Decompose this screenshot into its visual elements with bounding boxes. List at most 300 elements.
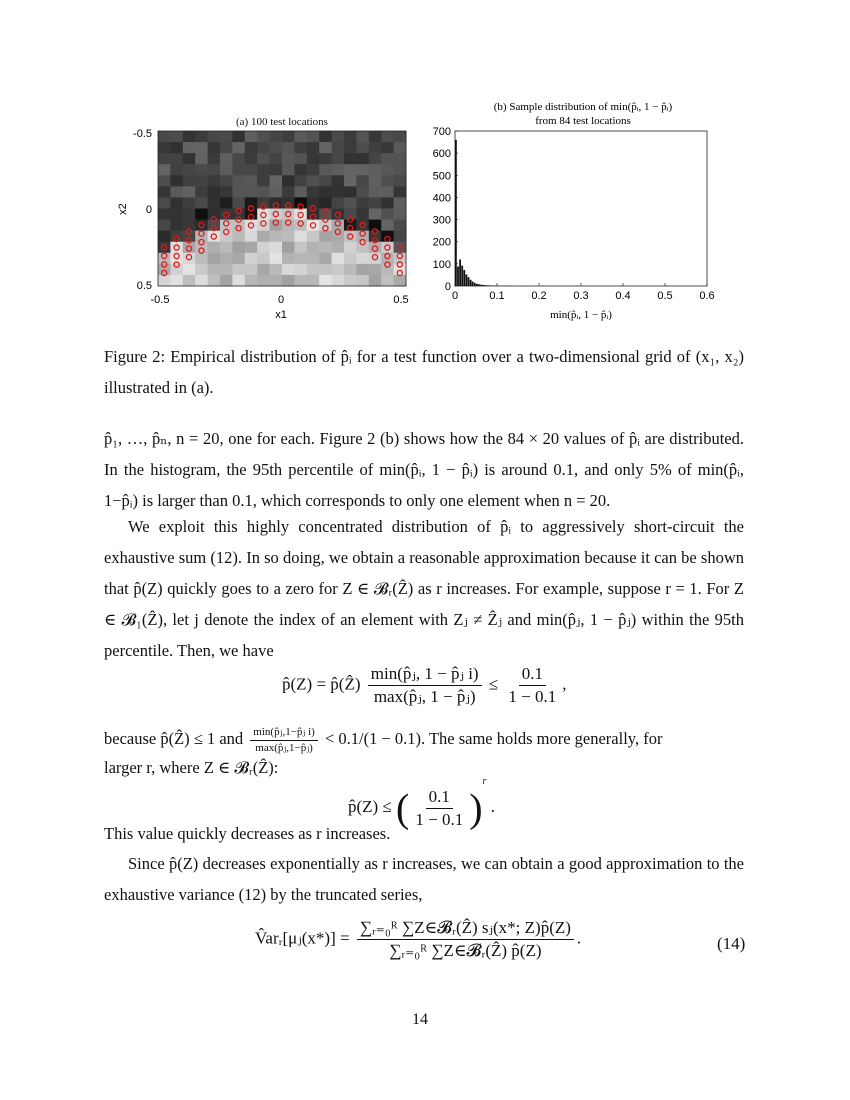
eq3-fraction <box>357 918 574 961</box>
heatmap-cell <box>195 253 208 265</box>
eq2-numerator: 0.1 <box>426 787 453 809</box>
histogram-bar <box>472 282 474 286</box>
heatmap-cell <box>220 253 233 265</box>
heatmap-cell <box>232 164 245 176</box>
heatmap-cell <box>394 209 407 221</box>
heatmap-cell <box>183 275 196 287</box>
paragraph-3-line-2: larger r, where Z ∈ 𝓑ᵣ(Ẑ): <box>104 758 279 777</box>
heatmap-cell <box>220 186 233 198</box>
heatmap-cell <box>170 197 183 209</box>
heatmap-cell <box>344 253 357 265</box>
p3-inline-fraction <box>250 726 318 755</box>
heatmap-cell <box>294 264 307 276</box>
heatmap-cell <box>232 264 245 276</box>
heatmap-cell <box>220 142 233 154</box>
heatmap-cell <box>195 164 208 176</box>
heatmap-cell <box>294 231 307 243</box>
heatmap-cell <box>344 153 357 165</box>
heatmap-cell <box>183 231 196 243</box>
heatmap-cell <box>195 175 208 187</box>
heatmap-cell <box>270 153 283 165</box>
heatmap-cell <box>332 264 345 276</box>
heatmap-cell <box>294 253 307 265</box>
heatmap-cell <box>270 242 283 254</box>
heatmap-cell <box>356 186 369 198</box>
heatmap-cell <box>232 253 245 265</box>
histogram-bar <box>474 283 476 286</box>
panel-a-xtick-2: 0 <box>277 294 285 306</box>
eq2-exponent: r <box>482 776 487 787</box>
heatmap-cell <box>307 275 320 287</box>
heatmap-cell <box>381 131 394 143</box>
heatmap-cell <box>394 231 407 243</box>
heatmap-cell <box>332 253 345 265</box>
heatmap-cell <box>344 142 357 154</box>
heatmap-cell <box>369 197 382 209</box>
heatmap-cell <box>356 153 369 165</box>
x-tick-label: 0.6 <box>699 290 715 302</box>
heatmap-cell <box>270 142 283 154</box>
heatmap-cell <box>257 131 270 143</box>
heatmap-cell <box>369 231 382 243</box>
y-tick-label: 0 <box>444 281 451 293</box>
x-tick-label: 0.1 <box>489 290 505 302</box>
heatmap-cell <box>158 153 171 165</box>
heatmap-cell <box>158 186 171 198</box>
heatmap-cell <box>356 264 369 276</box>
heatmap-cell <box>232 131 245 143</box>
heatmap-cell <box>307 153 320 165</box>
heatmap-cell <box>381 186 394 198</box>
heatmap-cell <box>282 231 295 243</box>
panel-a-ytick-1: -0.5 <box>133 128 152 140</box>
heatmap-cell <box>220 197 233 209</box>
p3-inline-num: min(p̂ⱼ,1−p̂ⱼ i) <box>250 726 318 741</box>
heatmap-cell <box>356 220 369 232</box>
heatmap-cell <box>170 275 183 287</box>
histogram-bar <box>487 285 489 286</box>
x-tick-label: 0.3 <box>573 290 589 302</box>
heatmap-cell <box>381 197 394 209</box>
p3-inline-den: max(p̂ⱼ,1−p̂ⱼ) <box>255 741 313 754</box>
eq1-relation: ≤ <box>488 674 499 694</box>
heatmap-cell <box>369 186 382 198</box>
y-tick-label: 500 <box>432 170 451 183</box>
paragraph-5: Since p̂(Z) decreases exponentially as r increases, we can obtain a good approximation to the exhaustive variance (12) by the truncated series, <box>104 854 744 904</box>
heatmap-cell <box>356 197 369 209</box>
heatmap-cell <box>270 186 283 198</box>
heatmap-cell <box>170 142 183 154</box>
heatmap-cell <box>332 175 345 187</box>
heatmap-cell <box>356 242 369 254</box>
heatmap-cell <box>195 264 208 276</box>
heatmap-cell <box>394 242 407 254</box>
heatmap-cell <box>183 131 196 143</box>
heatmap-cell <box>394 175 407 187</box>
heatmap-cell <box>282 242 295 254</box>
equation-2: p̂(Z) ≤ ( $\frac{0.1}{1 - 0.1}$ )$^r$ . <box>348 776 495 831</box>
heatmap-cell <box>319 131 332 143</box>
heatmap-cell <box>344 175 357 187</box>
heatmap-cell <box>208 186 221 198</box>
heatmap-cell <box>319 142 332 154</box>
heatmap-cell <box>208 275 221 287</box>
heatmap-cell <box>369 175 382 187</box>
panel-b-title-1: (b) Sample distribution of min(p̂ᵢ, 1 − p̂ᵢ) <box>493 101 673 113</box>
histogram-bar <box>463 270 465 286</box>
heatmap-cell <box>394 186 407 198</box>
heatmap-cell <box>394 220 407 232</box>
y-tick-label: 300 <box>432 214 451 227</box>
heatmap-cell <box>319 231 332 243</box>
heatmap-cell <box>245 231 258 243</box>
x-tick-label: 0 <box>451 290 459 302</box>
heatmap-cell <box>356 275 369 287</box>
heatmap-cell <box>245 142 258 154</box>
heatmap-cells <box>158 131 407 287</box>
heatmap-cell <box>294 186 307 198</box>
heatmap-cell <box>195 153 208 165</box>
heatmap-cell <box>294 131 307 143</box>
heatmap-cell <box>183 142 196 154</box>
heatmap-cell <box>257 153 270 165</box>
heatmap-cell <box>319 275 332 287</box>
heatmap-cell <box>220 175 233 187</box>
heatmap-cell <box>245 264 258 276</box>
heatmap-cell <box>170 175 183 187</box>
heatmap-cell <box>257 164 270 176</box>
heatmap-cell <box>319 253 332 265</box>
heatmap-cell <box>307 131 320 143</box>
heatmap-cell <box>220 209 233 221</box>
x-tick-label: 0.5 <box>657 290 673 302</box>
heatmap-cell <box>394 164 407 176</box>
heatmap-cell <box>319 186 332 198</box>
heatmap-cell <box>394 142 407 154</box>
panel-a-xlabel: x1 <box>275 309 287 321</box>
heatmap-cell <box>220 231 233 243</box>
eq1-denominator: max(p̂ⱼ, 1 − p̂ⱼ) <box>373 687 476 706</box>
heatmap-cell <box>294 153 307 165</box>
heatmap-cell <box>294 242 307 254</box>
paragraph-3 <box>104 723 744 755</box>
heatmap-cell <box>381 242 394 254</box>
heatmap-cell <box>332 275 345 287</box>
heatmap-cell <box>369 153 382 165</box>
heatmap-cell <box>307 253 320 265</box>
heatmap-cell <box>208 253 221 265</box>
heatmap-cell <box>170 186 183 198</box>
heatmap-cell <box>270 253 283 265</box>
histogram-bar <box>480 285 482 286</box>
heatmap-cell <box>282 164 295 176</box>
heatmap-cell <box>369 275 382 287</box>
heatmap-cell <box>381 209 394 221</box>
heatmap-cell <box>208 209 221 221</box>
eq3-numerator: ∑ᵣ₌₀ᴿ ∑Z∈𝓑ᵣ(Ẑ) sⱼ(x*; Z)p̂(Z) <box>357 918 574 940</box>
eq2-lhs: p̂(Z) ≤ <box>348 797 392 816</box>
heatmap-cell <box>307 164 320 176</box>
histogram-bar <box>478 284 480 286</box>
heatmap-cell <box>294 275 307 287</box>
heatmap-cell <box>294 142 307 154</box>
heatmap-cell <box>257 209 270 221</box>
heatmap-cell <box>344 164 357 176</box>
heatmap-cell <box>332 142 345 154</box>
histogram-bar <box>489 285 491 286</box>
heatmap-cell <box>232 186 245 198</box>
heatmap-cell <box>307 231 320 243</box>
heatmap-cell <box>369 209 382 221</box>
heatmap-cell <box>208 231 221 243</box>
heatmap-cell <box>319 264 332 276</box>
heatmap-cell <box>158 231 171 243</box>
heatmap-cell <box>369 142 382 154</box>
heatmap-cell <box>220 275 233 287</box>
heatmap-cell <box>183 186 196 198</box>
heatmap-cell <box>195 142 208 154</box>
heatmap-cell <box>195 131 208 143</box>
heatmap-cell <box>195 209 208 221</box>
heatmap-cell <box>381 264 394 276</box>
heatmap-cell <box>183 175 196 187</box>
heatmap-cell <box>208 264 221 276</box>
heatmap-cell <box>344 264 357 276</box>
histogram-bar <box>470 280 472 286</box>
heatmap-cell <box>195 275 208 287</box>
heatmap-cell <box>158 275 171 287</box>
heatmap-cell <box>208 164 221 176</box>
heatmap-cell <box>158 164 171 176</box>
heatmap-cell <box>245 131 258 143</box>
heatmap-cell <box>170 264 183 276</box>
heatmap-cell <box>257 231 270 243</box>
paragraph-2: We exploit this highly concentrated distribution of p̂ᵢ to aggressively short-circuit the exhaustive sum (12). In so doing, we obtain a reasonable approximation because it can be shown that p̂(Z) quickly goes to a zero for Z ∈ 𝓑ᵣ(Ẑ) as r increases. For example, suppose r = 1. For Z ∈ 𝓑₁(Ẑ), let j denote the index of an element with Zⱼ ≠ Ẑⱼ and min(p̂ⱼ, 1 − p̂ⱼ) within the 95th percentile. Then, we have <box>104 517 744 660</box>
heatmap-cell <box>344 131 357 143</box>
p3-part-b: < 0.1/(1 − 0.1). The same holds more generally, for <box>324 729 663 748</box>
heatmap-cell <box>332 242 345 254</box>
heatmap-cell <box>344 242 357 254</box>
heatmap-cell <box>195 186 208 198</box>
y-tick-label: 400 <box>432 192 451 205</box>
histogram-bar <box>482 285 484 286</box>
heatmap-cell <box>381 164 394 176</box>
heatmap-cell <box>183 164 196 176</box>
heatmap-cell <box>332 209 345 221</box>
heatmap-cell <box>319 175 332 187</box>
panel-a-xtick-3: 0.5 <box>393 294 409 306</box>
y-tick-label: 200 <box>432 236 451 249</box>
heatmap-cell <box>270 264 283 276</box>
heatmap-cell <box>158 220 171 232</box>
heatmap-cell <box>208 142 221 154</box>
histogram-bar <box>468 277 470 286</box>
heatmap-cell <box>158 131 171 143</box>
equation-14: V̂arᵣ[μⱼ(x*)] = $\frac{\text{∑ᵣ₌₀ᴿ ∑Z∈𝓑ᵣ(Ẑ) sⱼ(x*; Z)p̂(Z)}}{\text{∑ᵣ₌₀ᴿ ∑Z∈𝓑ᵣ(Ẑ) p̂(Z)}}$ . <box>255 918 582 960</box>
heatmap-cell <box>220 264 233 276</box>
histogram-bar <box>461 266 463 286</box>
heatmap-cell <box>356 209 369 221</box>
heatmap-cell <box>245 186 258 198</box>
panel-a-xtick-1: -0.5 <box>150 294 170 306</box>
equation-14-number: (14) <box>717 934 746 953</box>
eq1-rhs-fraction <box>505 664 559 707</box>
heatmap-cell <box>282 131 295 143</box>
heatmap-cell <box>332 164 345 176</box>
panel-a-ytick-3: 0.5 <box>136 280 152 292</box>
heatmap-cell <box>220 164 233 176</box>
heatmap-cell <box>270 231 283 243</box>
heatmap-cell <box>245 220 258 232</box>
page-number: 14 <box>412 1011 428 1028</box>
heatmap-cell <box>208 175 221 187</box>
heatmap-cell <box>344 197 357 209</box>
heatmap-cell <box>170 153 183 165</box>
heatmap-cell <box>381 153 394 165</box>
heatmap-cell <box>195 220 208 232</box>
heatmap-cell <box>282 186 295 198</box>
heatmap-cell <box>245 164 258 176</box>
heatmap-cell <box>344 231 357 243</box>
heatmap-cell <box>257 175 270 187</box>
heatmap-cell <box>245 253 258 265</box>
heatmap-cell <box>319 164 332 176</box>
heatmap-cell <box>332 153 345 165</box>
heatmap-cell <box>170 209 183 221</box>
heatmap-cell <box>245 275 258 287</box>
heatmap-cell <box>356 131 369 143</box>
eq3-lhs: V̂arᵣ[μⱼ(x*)] = <box>255 928 350 948</box>
heatmap-cell <box>232 242 245 254</box>
heatmap-cell <box>208 153 221 165</box>
heatmap-cell <box>307 186 320 198</box>
panel-a-title: (a) 100 test locations <box>236 116 328 128</box>
eq1-lhs: p̂(Z) = p̂(Ẑ) <box>282 674 361 694</box>
x-tick-label: 0.4 <box>615 290 631 302</box>
heatmap-cell <box>356 142 369 154</box>
y-tick-label: 100 <box>432 258 451 271</box>
panel-b-xlabel: min(p̂ᵢ, 1 − p̂ᵢ) <box>550 309 612 321</box>
heatmap-cell <box>158 197 171 209</box>
heatmap-cell <box>158 209 171 221</box>
eq1-rhs-denominator: 1 − 0.1 <box>508 687 557 706</box>
heatmap-cell <box>332 197 345 209</box>
panel-a-ylabel: x2 <box>117 203 129 215</box>
heatmap-cell <box>381 220 394 232</box>
paragraph-4: This value quickly decreases as r increases. <box>104 824 391 843</box>
heatmap-cell <box>332 231 345 243</box>
histogram-bar <box>484 285 486 286</box>
paragraph-1: p̂₁, …, p̂ₙ, n = 20, one for each. Figure 2 (b) shows how the 84 × 20 values of p̂ᵢ are distributed. In the histogram, the 95th percentile of min(p̂ᵢ, 1 − p̂ᵢ) is around 0.1, and only 5% of min(p̂ᵢ, 1−p̂ᵢ) is larger than 0.1, which corresponds to only one element when n = 20. <box>104 429 744 510</box>
heatmap-cell <box>394 197 407 209</box>
y-tick-label: 700 <box>432 126 451 138</box>
heatmap-cell <box>170 131 183 143</box>
heatmap-cell <box>344 186 357 198</box>
heatmap-cell <box>369 264 382 276</box>
heatmap-cell <box>394 131 407 143</box>
eq1-rhs-numerator: 0.1 <box>519 664 546 686</box>
heatmap-cell <box>220 153 233 165</box>
heatmap-cell <box>170 242 183 254</box>
heatmap-cell <box>208 131 221 143</box>
heatmap-cell <box>381 142 394 154</box>
heatmap-cell <box>282 264 295 276</box>
heatmap-cell <box>282 253 295 265</box>
heatmap-cell <box>319 197 332 209</box>
heatmap-cell <box>245 197 258 209</box>
heatmap-cell <box>208 197 221 209</box>
eq3-denominator: ∑ᵣ₌₀ᴿ ∑Z∈𝓑ᵣ(Ẑ) p̂(Z) <box>389 941 542 960</box>
heatmap-cell <box>294 209 307 221</box>
heatmap-cell <box>257 264 270 276</box>
heatmap-cell <box>369 131 382 143</box>
x-tick-label: 0.2 <box>531 290 547 302</box>
heatmap-cell <box>356 175 369 187</box>
heatmap-cell <box>282 142 295 154</box>
heatmap-cell <box>282 209 295 221</box>
heatmap-cell <box>332 186 345 198</box>
heatmap-cell <box>245 242 258 254</box>
panel-b-title-2: from 84 test locations <box>535 115 631 127</box>
p3-part-a: because p̂(Ẑ) ≤ 1 and <box>104 729 244 748</box>
heatmap-cell <box>232 142 245 154</box>
panel-b-frame <box>455 131 707 286</box>
heatmap-cell <box>158 264 171 276</box>
heatmap-cell <box>245 175 258 187</box>
heatmap-cell <box>208 242 221 254</box>
y-tick-label: 600 <box>432 148 451 161</box>
heatmap-cell <box>394 275 407 287</box>
heatmap-cell <box>332 131 345 143</box>
heatmap-cell <box>381 275 394 287</box>
heatmap-cell <box>232 275 245 287</box>
panel-a-ytick-2: 0 <box>145 204 152 216</box>
heatmap-cell <box>270 131 283 143</box>
heatmap-cell <box>232 231 245 243</box>
eq1-fraction <box>368 664 482 707</box>
heatmap-cell <box>356 253 369 265</box>
heatmap-cell <box>158 142 171 154</box>
heatmap-cell <box>183 264 196 276</box>
heatmap-cell <box>270 164 283 176</box>
heatmap-cell <box>183 209 196 221</box>
heatmap-cell <box>257 253 270 265</box>
heatmap-cell <box>319 242 332 254</box>
eq1-numerator: min(p̂ⱼ, 1 − p̂ⱼ i) <box>368 664 482 686</box>
heatmap-cell <box>344 209 357 221</box>
heatmap-cell <box>183 197 196 209</box>
heatmap-cell <box>394 264 407 276</box>
heatmap-cell <box>220 242 233 254</box>
heatmap-cell <box>381 175 394 187</box>
heatmap-cell <box>307 142 320 154</box>
histogram-bar <box>476 284 478 286</box>
heatmap-cell <box>344 275 357 287</box>
heatmap-cell <box>195 197 208 209</box>
heatmap-cell <box>270 175 283 187</box>
heatmap-cell <box>394 153 407 165</box>
heatmap-cell <box>307 175 320 187</box>
heatmap-cell <box>369 164 382 176</box>
heatmap-cell <box>356 164 369 176</box>
heatmap-cell <box>257 186 270 198</box>
heatmap-cell <box>270 209 283 221</box>
heatmap-cell <box>183 153 196 165</box>
heatmap-cell <box>158 242 171 254</box>
heatmap-cell <box>307 264 320 276</box>
heatmap-cell <box>319 153 332 165</box>
heatmap-cell <box>158 175 171 187</box>
